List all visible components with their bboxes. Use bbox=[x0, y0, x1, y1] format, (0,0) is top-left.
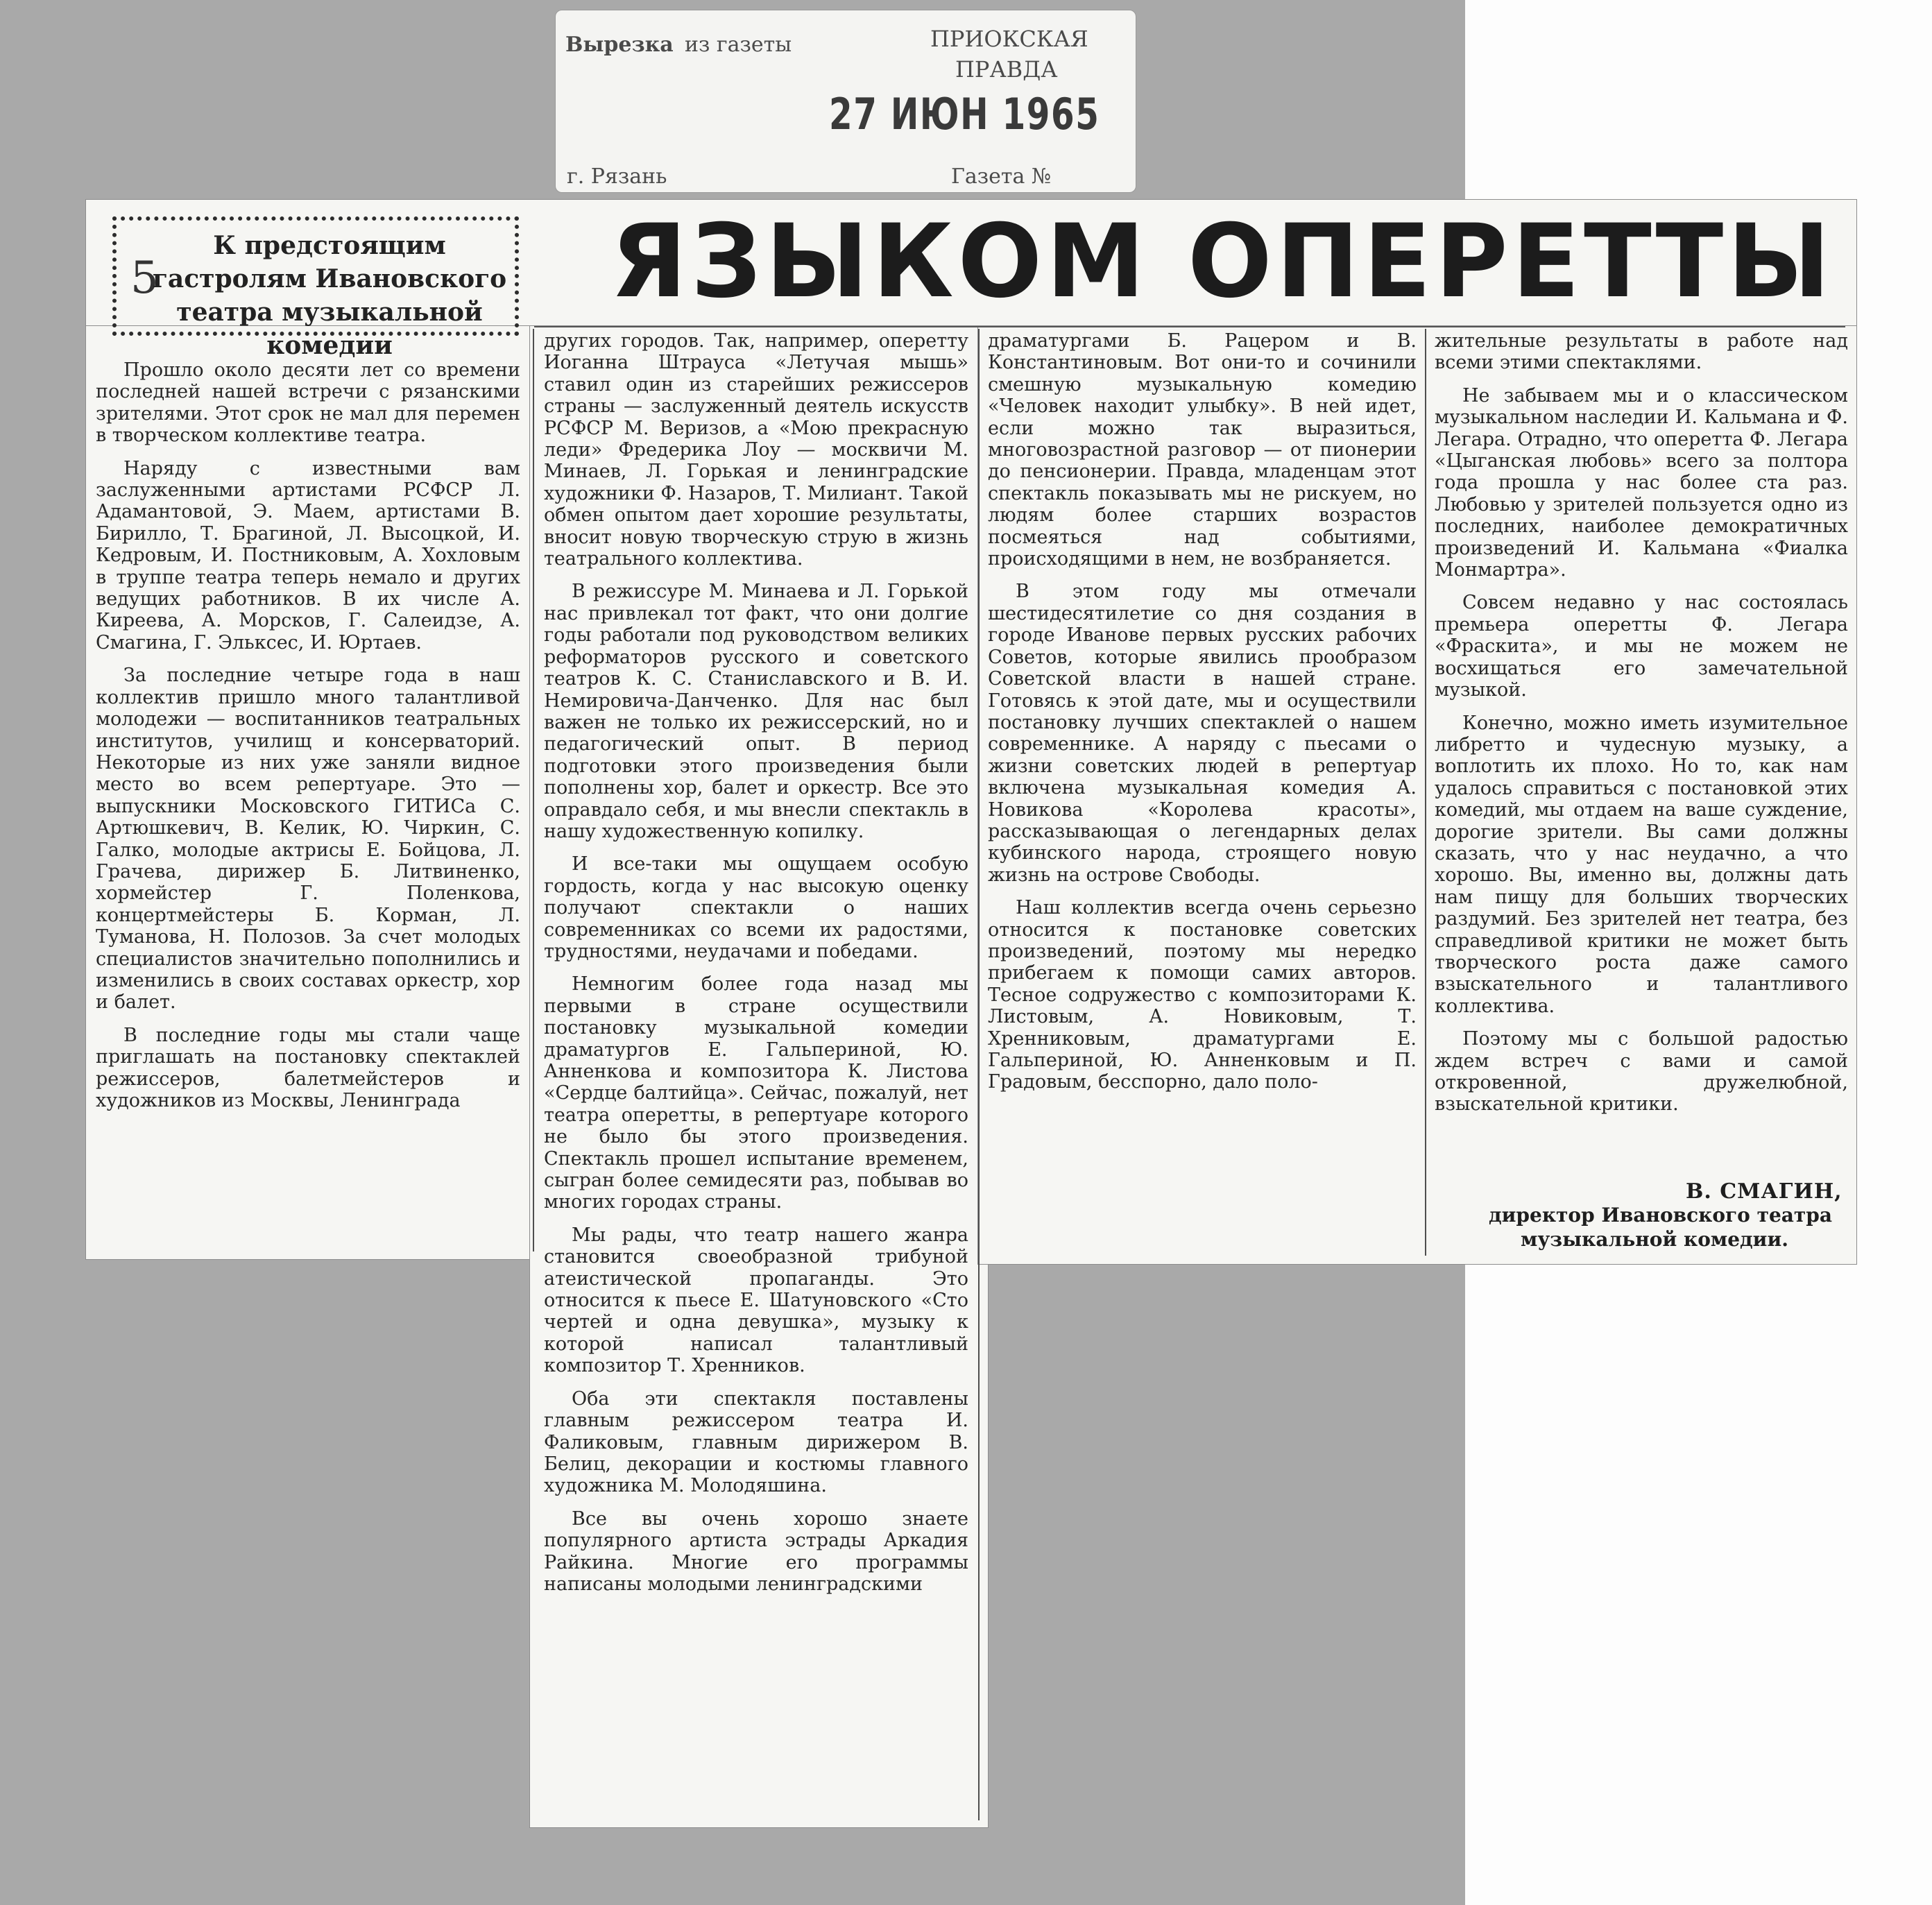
article-paragraph: Не забываем мы и о классическом музыкальном наследии И. Кальмана и Ф. Легара. Отрадно, что оперетта Ф. Легара «Цыганская любовь» всего за полтора года прошла у нас более ста раз. Любовью у зрителей пользуется одно из последних, наиболее демократичных произведений И. Кальмана «Фиалка Монмартра». bbox=[1435, 384, 1848, 581]
article-paragraph: В режиссуре М. Минаева и Л. Горькой нас привлекал тот факт, что они долгие годы работали под руководством великих реформаторов русского и советского театров К. С. Станиславского и В. И. Немировича-Данченко. Для нас был важен не только их режиссерский, но и педагогический опыт. В период подготовки этого произведения были пополнены хор, балет и оркестр. Все это оправдало себя, и мы внесли спектакль в нашу художественную копилку. bbox=[544, 581, 968, 842]
article-paragraph: других городов. Так, например, оперетту Иоганна Штрауса «Летучая мышь» ставил один из старейших режиссеров страны — заслуженный деятель искусств РСФСР М. Веризов, а «Мою прекрасную леди» Фредерика Лоу — москвичи М. Минаев, Л. Горькая и ленинградские художники Ф. Назаров, Т. Милиант. Такой обмен опытом дает хорошие результаты, вносит новую творческую струю в жизнь театрального коллектива. bbox=[544, 330, 968, 570]
article-paragraph: В последние годы мы стали чаще приглашать на постановку спектаклей режиссеров, балетмейстеров и художников из Москвы, Ленинграда bbox=[96, 1024, 520, 1111]
article-paragraph: Поэтому мы с большой радостью ждем встреч с вами и самой откровенной, дружелюбной, взыскательной критики. bbox=[1435, 1028, 1848, 1116]
header-rule bbox=[534, 326, 1845, 327]
article-paragraph: Немногим более года назад мы первыми в стране осуществили постановку музыкальной комедии драматургов Е. Гальпериной, Ю. Анненкова и композитора К. Листова «Сердце балтийца». Сейчас, пожалуй, нет театра оперетты, в репертуаре которого не было бы этого произведения. Спектакль прошел испытание временем, сыгран более семидесяти раз, побывав во многих городах страны. bbox=[544, 973, 968, 1213]
date-stamp: 27 ИЮН 1965 bbox=[829, 89, 1100, 139]
article-paragraph: И все-таки мы ощущаем особую гордость, когда у нас высокую оценку получают спектакли о наших современниках со всеми их радостями, трудностями, неудачами и победами. bbox=[544, 853, 968, 962]
column-rule bbox=[978, 329, 980, 1820]
label-from-newspaper: из газеты bbox=[685, 33, 792, 57]
column-rule bbox=[1425, 329, 1426, 1256]
column-rule bbox=[533, 329, 534, 1252]
handwritten-mark: 5 bbox=[130, 253, 159, 304]
article-paragraph: Конечно, можно иметь изумительное либретто и чудесную музыку, а воплотить их плохо. Но то, как нам удалось справиться с постановкой этих комедий, мы отдаем на ваше суждение, дорогие зрители. Вы сами должны сказать, что у нас неудачно, а что хорошо. Вы, именно вы, должны дать нам пищу для больших творческих раздумий. Без зрителей нет театра, без справедливой критики не может быть творческого роста даже самого взыскательного и талантливого коллектива. bbox=[1435, 712, 1848, 1017]
article-paragraph: Наряду с известными вам заслуженными артистами РСФСР Л. Адамантовой, Э. Маем, артистами В. Бирилло, Т. Брагиной, Л. Высоцкой, И. Кедровым, И. Постниковым, А. Хохловым в труппе театра теперь немало и других ведущих работников. В их числе А. Киреева, А. Морсков, Г. Салеидзе, А. Смагина, Г. Эльксес, И. Юртаев. bbox=[96, 457, 520, 653]
article-column-2 bbox=[544, 330, 968, 1606]
label-newspaper-line2: ПРАВДА bbox=[955, 56, 1058, 83]
article-paragraph: драматургами Б. Рацером и В. Константиновым. Вот они-то и сочинили смешную музыкальную комедию «Человек находит улыбку». В ней идет, если можно так выразиться, многовозрастной разговор — от пионерии до пенсионерии. Правда, младенцам этот спектакль показывать мы не рискуем, но людям более старших возрастов посмеяться над событиями, происходящими в нем, не возбраняется. bbox=[988, 330, 1417, 570]
author-title-line2: музыкальной комедии. bbox=[1521, 1228, 1788, 1251]
headline: ЯЗЫКОМ ОПЕРЕТТЫ bbox=[610, 203, 1835, 321]
article-column-4 bbox=[1435, 330, 1848, 1127]
article-paragraph: жительные результаты в работе над всеми этими спектаклями. bbox=[1435, 330, 1848, 374]
article-paragraph: Оба эти спектакля поставлены главным режиссером театра И. Фаликовым, главным дирижером В. Белиц, декорации и костюмы главного художника М. Молодяшина. bbox=[544, 1387, 968, 1497]
label-city: г. Рязань bbox=[567, 164, 667, 189]
label-issue: Газета № bbox=[951, 164, 1052, 189]
article-paragraph: Прошло около десяти лет со времени последней нашей встречи с рязанскими зрителями. Этот срок не мал для перемен в творческом коллективе театра. bbox=[96, 359, 520, 447]
label-newspaper-line1: ПРИОКСКАЯ bbox=[930, 26, 1088, 52]
article-paragraph: Совсем недавно у нас состоялась премьера оперетты Ф. Легара «Фраскита», и мы не можем не восхищаться его замечательной музыкой. bbox=[1435, 592, 1848, 701]
article-column-1 bbox=[96, 359, 520, 1122]
rubric-text: К предстоящим гастролям Ивановского театра музыкальной комедии bbox=[152, 231, 507, 360]
author-title-line1: директор Ивановского театра bbox=[1489, 1204, 1832, 1227]
rubric-box bbox=[112, 216, 519, 360]
article-paragraph: Все вы очень хорошо знаете популярного артиста эстрады Аркадия Райкина. Многие его программы написаны молодыми ленинградскими bbox=[544, 1507, 968, 1595]
article-paragraph: В этом году мы отмечали шестидесятилетие со дня создания в городе Иванове первых русских рабочих Советов, которые явились прообразом Советской власти в нашей стране. Готовясь к этой дате, мы и осуществили постановку лучших спектаклей о нашем современнике. А наряду с пьесами о жизни советских людей в репертуар включена музыкальная комедия А. Новикова «Королева красоты», рассказывающая о легендарных делах кубинского народа, строящего новую жизнь на острове Свободы. bbox=[988, 581, 1417, 886]
label-clipping-from: Вырезка bbox=[565, 33, 674, 57]
article-paragraph: Мы рады, что театр нашего жанра становится своеобразной трибуной атеистической пропаганды. Это относится к пьесе Е. Шатуновского «Сто чертей и одна девушка», музыку к которой написал талантливый композитор Т. Хренников. bbox=[544, 1224, 968, 1377]
article-column-3 bbox=[988, 330, 1417, 1104]
author-name: В. СМАГИН, bbox=[1686, 1179, 1843, 1204]
article-paragraph: За последние четыре года в наш коллектив пришло много талантливой молодежи — воспитанников театральных институтов, училищ и консерваторий. Некоторые из них уже заняли видное место во всем репертуаре. Это — выпускники Московского ГИТИСа С. Артюшкевич, В. Келик, Ю. Чиркин, С. Галко, молодые актрисы Е. Бойцова, Л. Грачева, дирижер Б. Литвиненко, хормейстер Г. Поленкова, концертмейстеры Б. Корман, Л. Туманова, Н. Полозов. За счет молодых специалистов значительно пополнились и изменились в своих составах оркестр, хор и балет. bbox=[96, 665, 520, 1014]
article-paragraph: Наш коллектив всегда очень серьезно относится к постановке советских произведений, поэтому мы нередко прибегаем к помощи самих авторов. Тесное содружество с композиторами К. Листовым, А. Новиковым, Т. Хренниковым, драматургами Е. Гальпериной, Ю. Анненковым и П. Градовым, бесспорно, дало поло- bbox=[988, 897, 1417, 1093]
